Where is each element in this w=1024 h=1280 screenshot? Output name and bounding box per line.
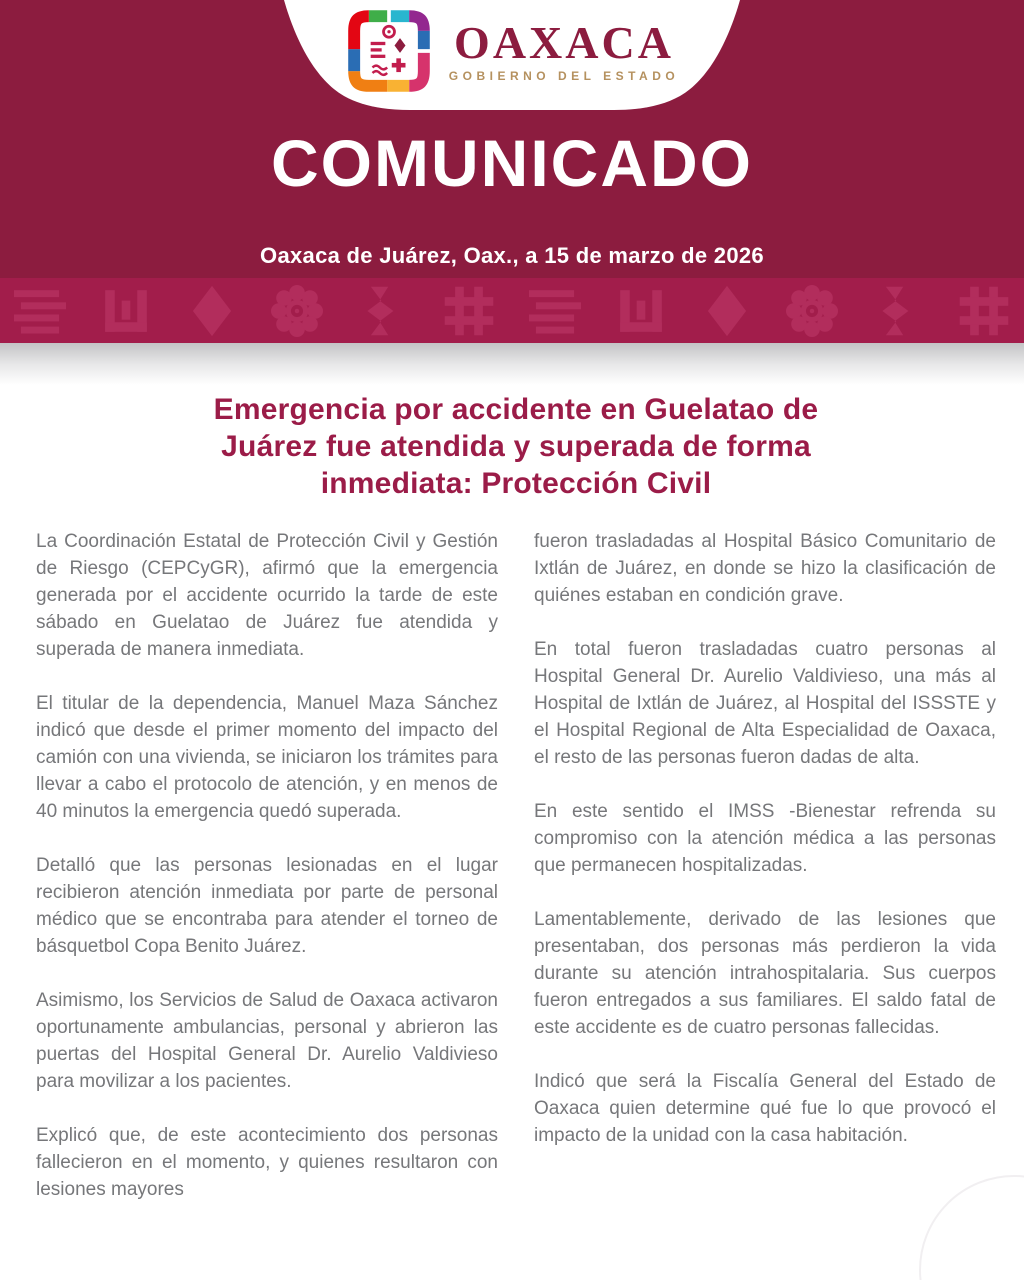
article-paragraph: Indicó que será la Fiscalía General del Estado de Oaxaca quien determine qué fue lo que provocó el impacto de la unidad con la casa habitación. (534, 1071, 996, 1146)
article-paragraph: La Coordinación Estatal de Protección Civil y Gestión de Riesgo (CEPCyGR), afirmó que la emergencia generada por el accidente ocurrido la tarde de este sábado en Guelatao de Juárez fue atendida y superada de manera inmediata. (36, 531, 498, 660)
article-paragraph: Explicó que, de este acontecimiento dos personas fallecieron en el momento, y quienes resultaron con lesiones mayores (36, 1125, 498, 1200)
article-paragraph: Asimismo, los Servicios de Salud de Oaxaca activaron oportunamente ambulancias, personal y abrieron las puertas del Hospital General Dr. Aurelio Valdivieso para movilizar a los pacientes. (36, 990, 498, 1092)
badge-content (284, 0, 740, 108)
left-column (36, 528, 498, 1230)
article-headline: Emergencia por accidente en Guelatao de Juárez fue atendida y superada de forma inmediata: Protección Civil (213, 393, 819, 500)
article-paragraph: fueron trasladadas al Hospital Básico Comunitario de Ixtlán de Juárez, en donde se hizo la clasificación de quiénes estaban en condición grave. (534, 531, 996, 606)
brand-name: OAXACA (454, 16, 674, 68)
crossgrid-glyph-icon (958, 285, 1010, 337)
brand-subtitle: GOBIERNO DEL ESTADO (448, 68, 680, 83)
diamond-glyph-icon (186, 285, 238, 337)
oaxaca-state-mosaic-glyph-icon (345, 7, 433, 95)
zapotec-glyph-band (0, 278, 1024, 343)
right-column (534, 528, 996, 1230)
article-paragraph: En total fueron trasladadas cuatro personas al Hospital General Dr. Aurelio Valdivieso, una más al Hospital de Ixtlán de Juárez, al Hospital del ISSSTE y el Hospital Regional de Alta Especialidad de Oaxaca, el resto de las personas fueron dadas de alta. (534, 639, 996, 768)
dateline: Oaxaca de Juárez, Oax., a 15 de marzo de 2026 (260, 243, 764, 268)
article-body (0, 385, 1024, 1230)
article-paragraph: El titular de la dependencia, Manuel Maza Sánchez indicó que desde el primer momento del impacto del camión con una vivienda, se iniciaron los trámites para llevar a cabo el protocolo de atención, y en menos de 40 minutos la emergencia quedó superada. (36, 693, 498, 822)
two-column-text (36, 528, 996, 1230)
flower-glyph-icon (786, 285, 838, 337)
article-paragraph: Detalló que las personas lesionadas en el lugar recibieron atención inmediata por parte de personal médico que se encontraba para atender el torneo de básquetbol Copa Benito Juárez. (36, 855, 498, 957)
diamond-glyph-icon (701, 285, 753, 337)
flower-glyph-icon (271, 285, 323, 337)
stripes-glyph-icon (14, 285, 66, 337)
zigzag-glyph-icon (357, 285, 409, 337)
crossgrid-glyph-icon (443, 285, 495, 337)
article-paragraph: En este sentido el IMSS -Bienestar refrenda su compromiso con la atención médica a las personas que permanecen hospitalizadas. (534, 801, 996, 876)
zigzag-glyph-icon (872, 285, 924, 337)
comunicado-title: COMUNICADO (271, 126, 753, 200)
brand-text (448, 16, 680, 83)
maze-glyph-icon (615, 285, 667, 337)
stripes-glyph-icon (529, 285, 581, 337)
maze-glyph-icon (100, 285, 152, 337)
article-paragraph: Lamentablemente, derivado de las lesiones que presentaban, dos personas más perdieron la vida durante su atención intrahospitalaria. Sus cuerpos fueron entregados a sus familiares. El saldo fatal de este accidente es de cuatro personas fallecidas. (534, 909, 996, 1038)
government-badge (284, 0, 740, 116)
shadow-fade-divider (0, 343, 1024, 385)
masthead (0, 0, 1024, 343)
